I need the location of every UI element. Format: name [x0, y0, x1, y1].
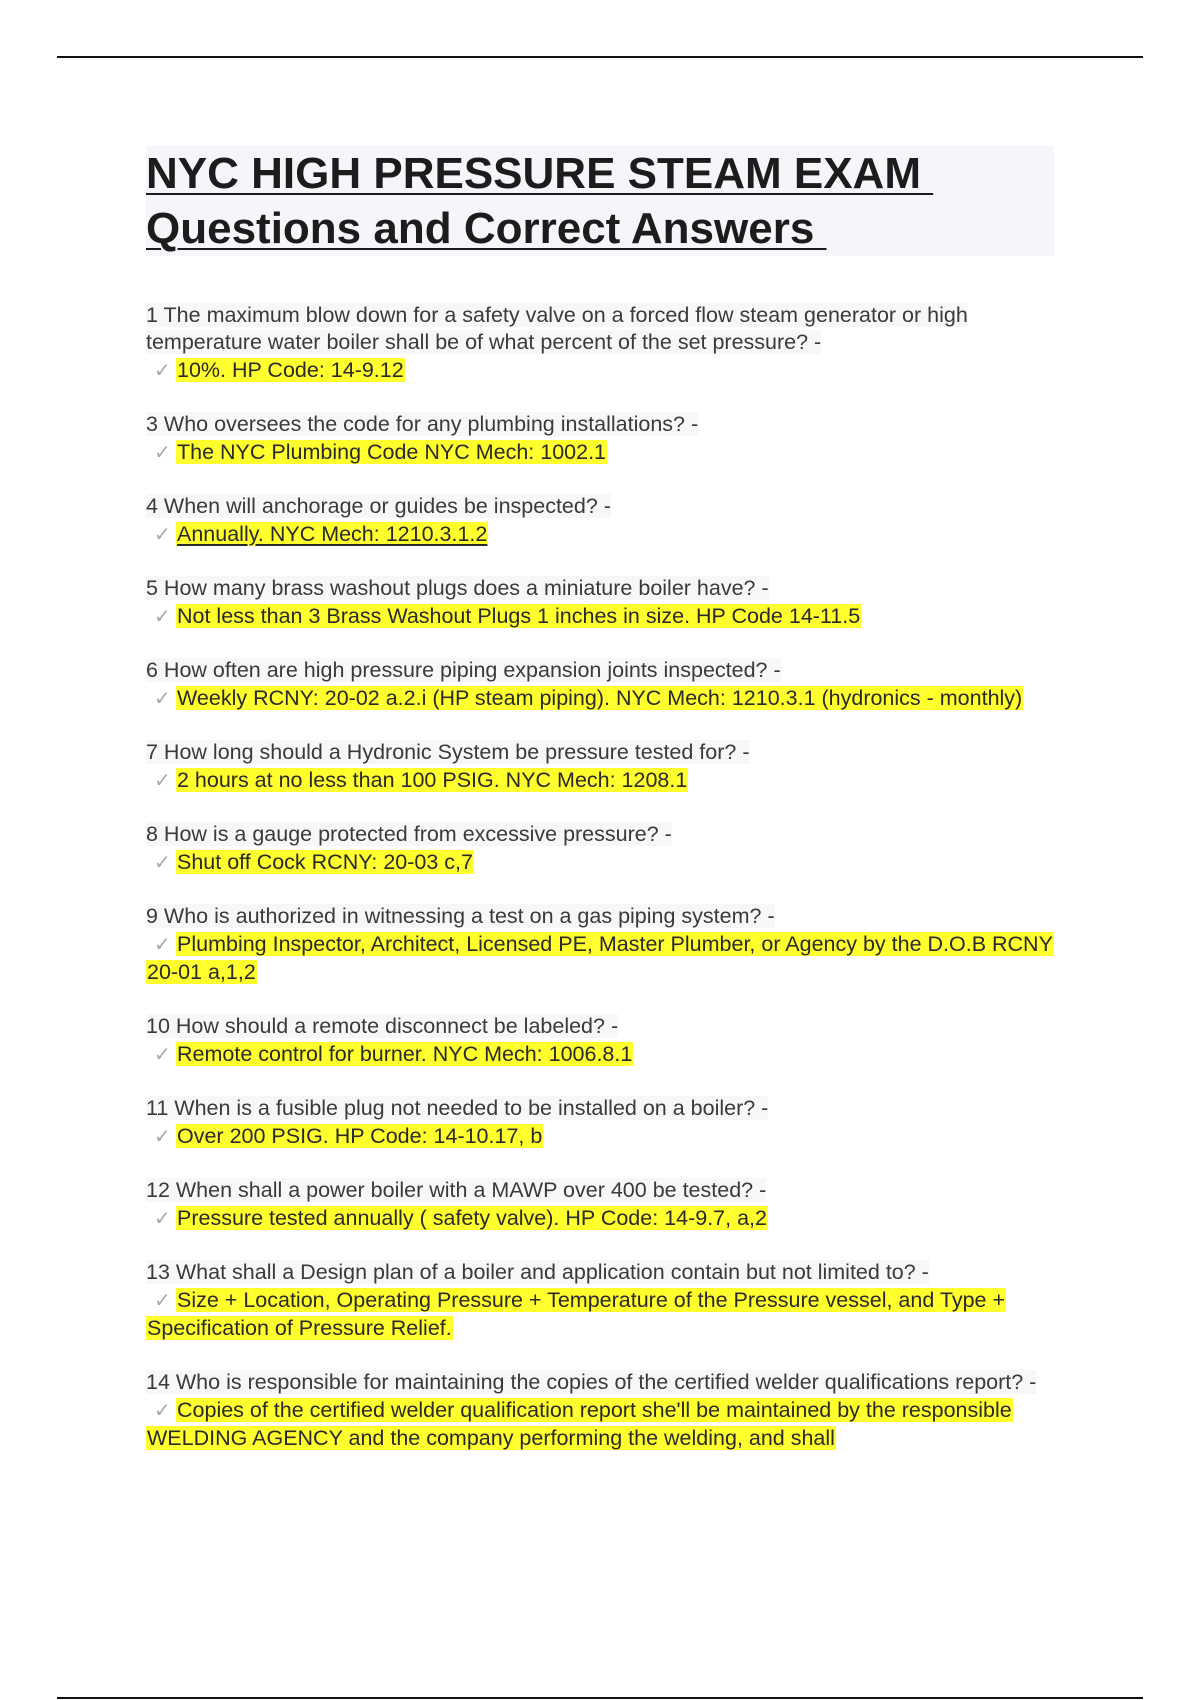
question-text: 12 When shall a power boiler with a MAWP over 400 be tested? - [146, 1178, 767, 1202]
checkmark-icon: ✓ [154, 604, 171, 628]
qa-item [146, 1177, 1056, 1232]
question-text: 10 How should a remote disconnect be labeled? - [146, 1014, 619, 1038]
qa-item [146, 411, 1056, 466]
answer-text: ✓ Remote control for burner. NYC Mech: 1006.8.1 [154, 1042, 633, 1066]
answer-text: ✓ Over 200 PSIG. HP Code: 14-10.17, b [154, 1124, 543, 1148]
qa-item [146, 739, 1056, 794]
answer-text: ✓ Copies of the certified welder qualification report she'll be maintained by the responsible WELDING AGENCY and the company performing the welding, and shall [147, 1398, 1012, 1450]
checkmark-icon: ✓ [154, 358, 171, 382]
checkmark-icon: ✓ [154, 1206, 171, 1230]
qa-item [146, 903, 1056, 986]
answer-text: ✓ Not less than 3 Brass Washout Plugs 1 inches in size. HP Code 14-11.5 [154, 604, 861, 628]
checkmark-icon: ✓ [154, 522, 171, 546]
bottom-rule [57, 1697, 1143, 1699]
qa-item [146, 1259, 1056, 1342]
question-text: 5 How many brass washout plugs does a miniature boiler have? - [146, 576, 769, 600]
checkmark-icon: ✓ [154, 1042, 171, 1066]
checkmark-icon: ✓ [154, 1398, 171, 1422]
title-line-2: Questions and Correct Answers [146, 204, 827, 253]
question-text: 4 When will anchorage or guides be inspected? - [146, 494, 611, 518]
qa-item [146, 657, 1056, 712]
question-text: 1 The maximum blow down for a safety valve on a forced flow steam generator or high temperature water boiler shall be of what percent of the set pressure? - [146, 303, 968, 354]
question-text: 8 How is a gauge protected from excessive pressure? - [146, 822, 672, 846]
question-text: 3 Who oversees the code for any plumbing installations? - [146, 412, 699, 436]
qa-item [146, 1095, 1056, 1150]
checkmark-icon: ✓ [154, 1124, 171, 1148]
answer-text: ✓ The NYC Plumbing Code NYC Mech: 1002.1 [154, 440, 607, 464]
answer-text: ✓ Plumbing Inspector, Architect, Licensed PE, Master Plumber, or Agency by the D.O.B RCNY 20-01 a,1,2 [147, 932, 1053, 984]
qa-item [146, 1369, 1056, 1452]
answer-text: ✓ Weekly RCNY: 20-02 a.2.i (HP steam piping). NYC Mech: 1210.3.1 (hydronics - monthly) [154, 686, 1023, 710]
question-text: 6 How often are high pressure piping expansion joints inspected? - [146, 658, 781, 682]
question-text: 14 Who is responsible for maintaining the copies of the certified welder qualifications report? - [146, 1370, 1037, 1394]
qa-item [146, 493, 1056, 548]
answer-text: ✓ Size + Location, Operating Pressure + Temperature of the Pressure vessel, and Type + Specification of Pressure Relief. [147, 1288, 1006, 1340]
answer-text: ✓ Annually. NYC Mech: 1210.3.1.2 [154, 522, 488, 546]
qa-item [146, 302, 1056, 384]
checkmark-icon: ✓ [154, 932, 171, 956]
qa-item [146, 1013, 1056, 1068]
checkmark-icon: ✓ [154, 686, 171, 710]
question-text: 11 When is a fusible plug not needed to be installed on a boiler? - [146, 1096, 769, 1120]
qa-list [146, 302, 1056, 1479]
checkmark-icon: ✓ [154, 1288, 171, 1312]
document-title [146, 146, 1054, 256]
answer-text: ✓ Pressure tested annually ( safety valve). HP Code: 14-9.7, a,2 [154, 1206, 767, 1230]
question-text: 9 Who is authorized in witnessing a test on a gas piping system? - [146, 904, 775, 928]
answer-text: ✓ 10%. HP Code: 14-9.12 [154, 358, 404, 382]
qa-item [146, 575, 1056, 630]
top-rule [57, 56, 1143, 58]
question-text: 13 What shall a Design plan of a boiler and application contain but not limited to? - [146, 1260, 929, 1284]
answer-text: ✓ Shut off Cock RCNY: 20-03 c,7 [154, 850, 473, 874]
checkmark-icon: ✓ [154, 850, 171, 874]
checkmark-icon: ✓ [154, 768, 171, 792]
answer-text: ✓ 2 hours at no less than 100 PSIG. NYC Mech: 1208.1 [154, 768, 688, 792]
title-line-1: NYC HIGH PRESSURE STEAM EXAM [146, 149, 934, 198]
qa-item [146, 821, 1056, 876]
question-text: 7 How long should a Hydronic System be pressure tested for? - [146, 740, 750, 764]
checkmark-icon: ✓ [154, 440, 171, 464]
